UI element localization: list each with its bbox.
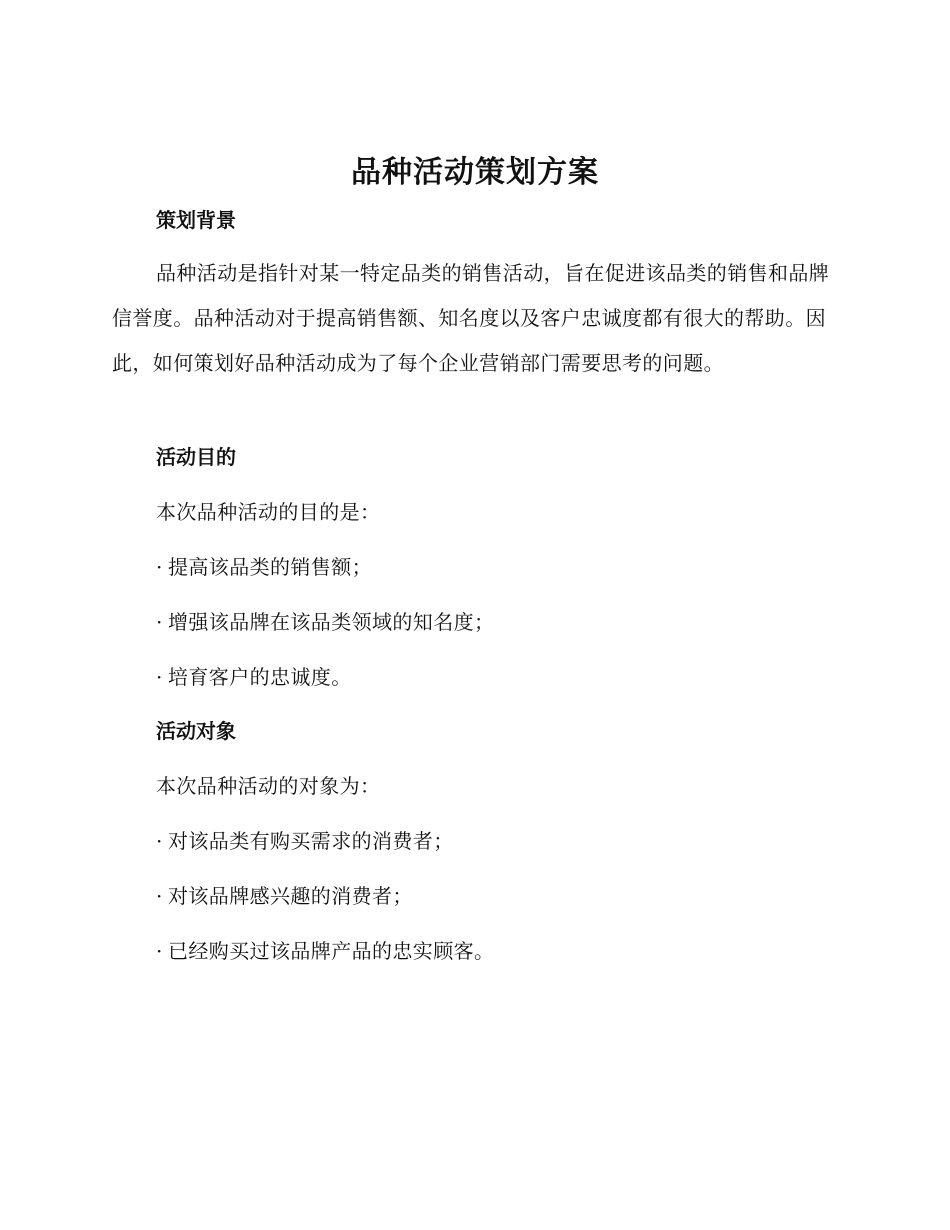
list-item-text: 对该品类有购买需求的消费者； bbox=[168, 829, 454, 853]
list-item-text: 增强该品牌在该品类领域的知名度； bbox=[168, 610, 495, 634]
section-heading-purpose: 活动目的 bbox=[156, 445, 236, 469]
list-item bbox=[156, 553, 372, 581]
bullet-marker: · bbox=[156, 555, 163, 579]
list-item bbox=[156, 827, 454, 855]
bullet-marker: · bbox=[156, 665, 163, 689]
bullet-marker: · bbox=[156, 884, 163, 908]
background-paragraph: 品种活动是指针对某一特定品类的销售活动，旨在促进该品类的销售和品牌信誉度。品种活动对于提高销售额、知名度以及客户忠诚度都有很大的帮助。因此，如何策划好品种活动成为了每个企业营销部门需要思考的问题。 bbox=[112, 261, 830, 375]
audience-intro: 本次品种活动的对象为： bbox=[156, 774, 381, 798]
document-title: 品种活动策划方案 bbox=[351, 155, 599, 190]
list-item bbox=[156, 608, 494, 636]
section-heading-background: 策划背景 bbox=[156, 208, 236, 232]
purpose-intro: 本次品种活动的目的是： bbox=[156, 500, 381, 524]
list-item bbox=[156, 882, 413, 910]
list-item-text: 已经购买过该品牌产品的忠实顾客。 bbox=[168, 939, 495, 963]
bullet-marker: · bbox=[156, 829, 163, 853]
list-item bbox=[156, 937, 494, 965]
section-heading-audience: 活动对象 bbox=[156, 719, 236, 743]
bullet-marker: · bbox=[156, 610, 163, 634]
bullet-marker: · bbox=[156, 939, 163, 963]
list-item-text: 培育客户的忠诚度。 bbox=[168, 665, 352, 689]
list-item-text: 对该品牌感兴趣的消费者； bbox=[168, 884, 413, 908]
list-item bbox=[156, 663, 352, 691]
list-item-text: 提高该品类的销售额； bbox=[168, 555, 372, 579]
